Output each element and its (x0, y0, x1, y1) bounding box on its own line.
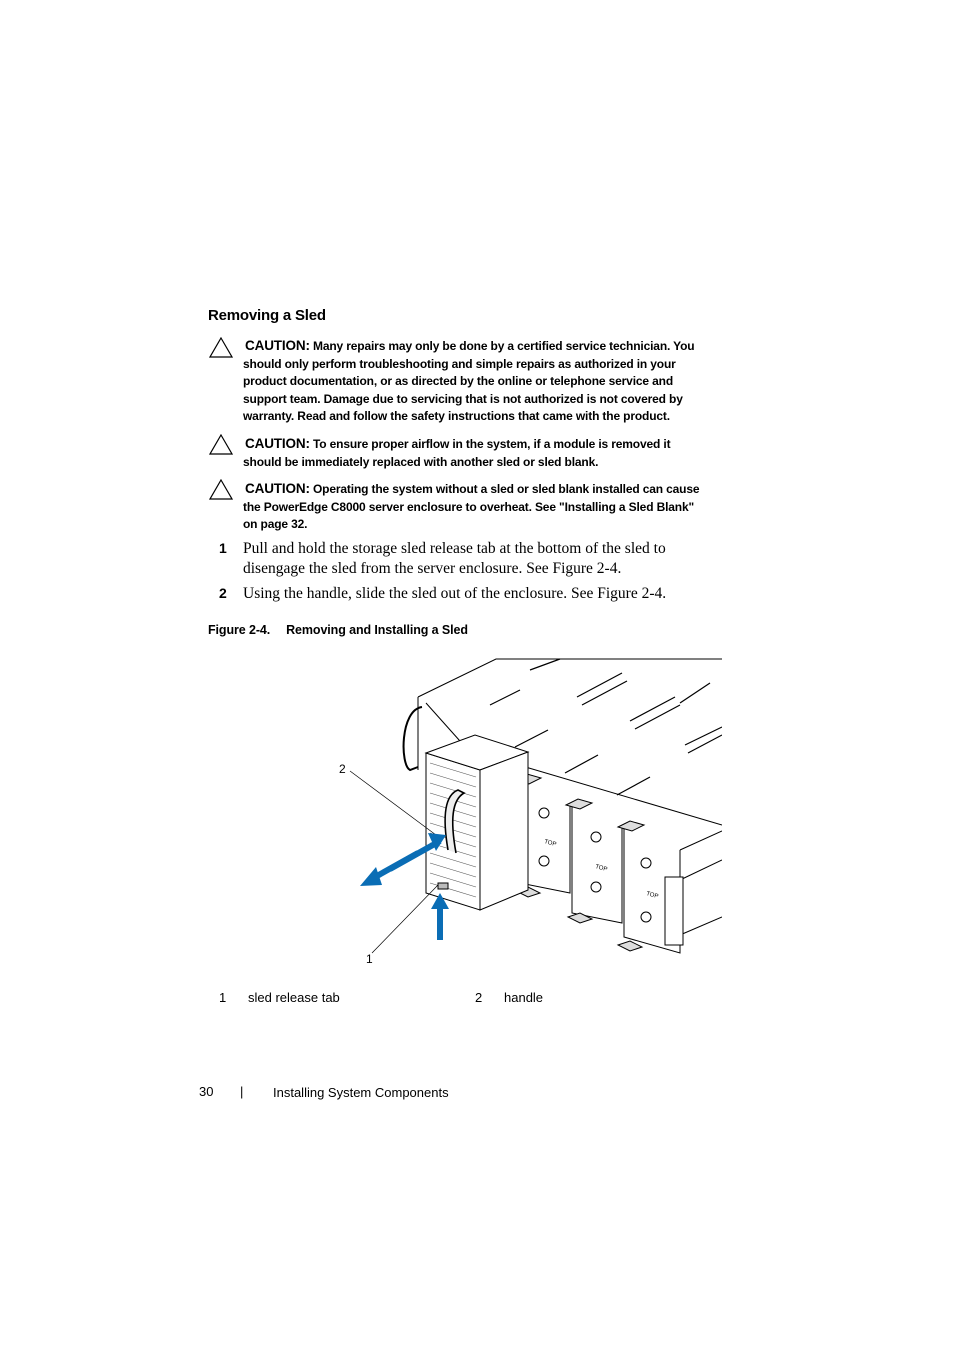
step-text-1 (243, 539, 713, 578)
figure-caption (208, 623, 468, 637)
step-text-line: Using the handle, slide the sled out of the enclosure. See Figure 2-4. (243, 585, 667, 602)
section-heading: Removing a Sled (208, 307, 326, 324)
caution-icon (209, 337, 233, 358)
caution-text-line: To ensure proper airflow in the system, if a module is removed it (312, 437, 671, 451)
caution-label: CAUTION: (245, 481, 310, 496)
top-label: TOP (594, 864, 608, 874)
figure-title: Removing and Installing a Sled (286, 623, 468, 637)
caution-text-line: Many repairs may only be done by a certified service technician. You (312, 339, 695, 353)
caution-text-line: Operating the system without a sled or sled blank installed can cause (312, 482, 700, 496)
footer-separator: | (240, 1084, 244, 1099)
footer-chapter: Installing System Components (273, 1085, 449, 1100)
step-text-line: Pull and hold the storage sled release tab at the bottom of the sled to (243, 540, 666, 557)
top-label: TOP (543, 839, 557, 849)
caution-text-line: warranty. Read and follow the safety instructions that came with the product. (243, 409, 670, 424)
caution-note-2 (243, 435, 721, 471)
caution-text-line: on page 32. (243, 517, 308, 532)
caution-text-line: should be immediately replaced with another sled or sled blank. (243, 454, 599, 469)
legend-num-2: 2 (475, 990, 483, 1005)
step-text-2 (243, 584, 713, 604)
top-label: TOP (645, 891, 659, 901)
legend-text-1: sled release tab (248, 990, 340, 1005)
sled-illustration (330, 655, 722, 975)
step-number: 1 (219, 540, 227, 556)
caution-note-1 (243, 337, 721, 426)
callout-2: 2 (339, 762, 346, 776)
caution-icon (209, 479, 233, 500)
caution-icon (209, 434, 233, 455)
figure-number: Figure 2-4. (208, 623, 271, 637)
caution-text-line: should only perform troubleshooting and simple repairs as authorized in your (243, 356, 676, 371)
step-text-line: disengage the sled from the server enclosure. See Figure 2-4. (243, 559, 622, 577)
legend-num-1: 1 (219, 990, 227, 1005)
caution-label: CAUTION: (245, 338, 310, 353)
callout-1: 1 (366, 952, 373, 966)
caution-text-line: product documentation, or as directed by the online or telephone service and (243, 374, 674, 389)
legend-text-2: handle (504, 990, 544, 1005)
page-number: 30 (199, 1084, 214, 1099)
caution-text-line: support team. Damage due to servicing that is not authorized is not covered by (243, 391, 683, 406)
caution-text-line: the PowerEdge C8000 server enclosure to overheat. See "Installing a Sled Blank" (243, 499, 695, 514)
caution-label: CAUTION: (245, 436, 310, 451)
step-number: 2 (219, 585, 227, 601)
caution-note-3 (243, 480, 721, 534)
